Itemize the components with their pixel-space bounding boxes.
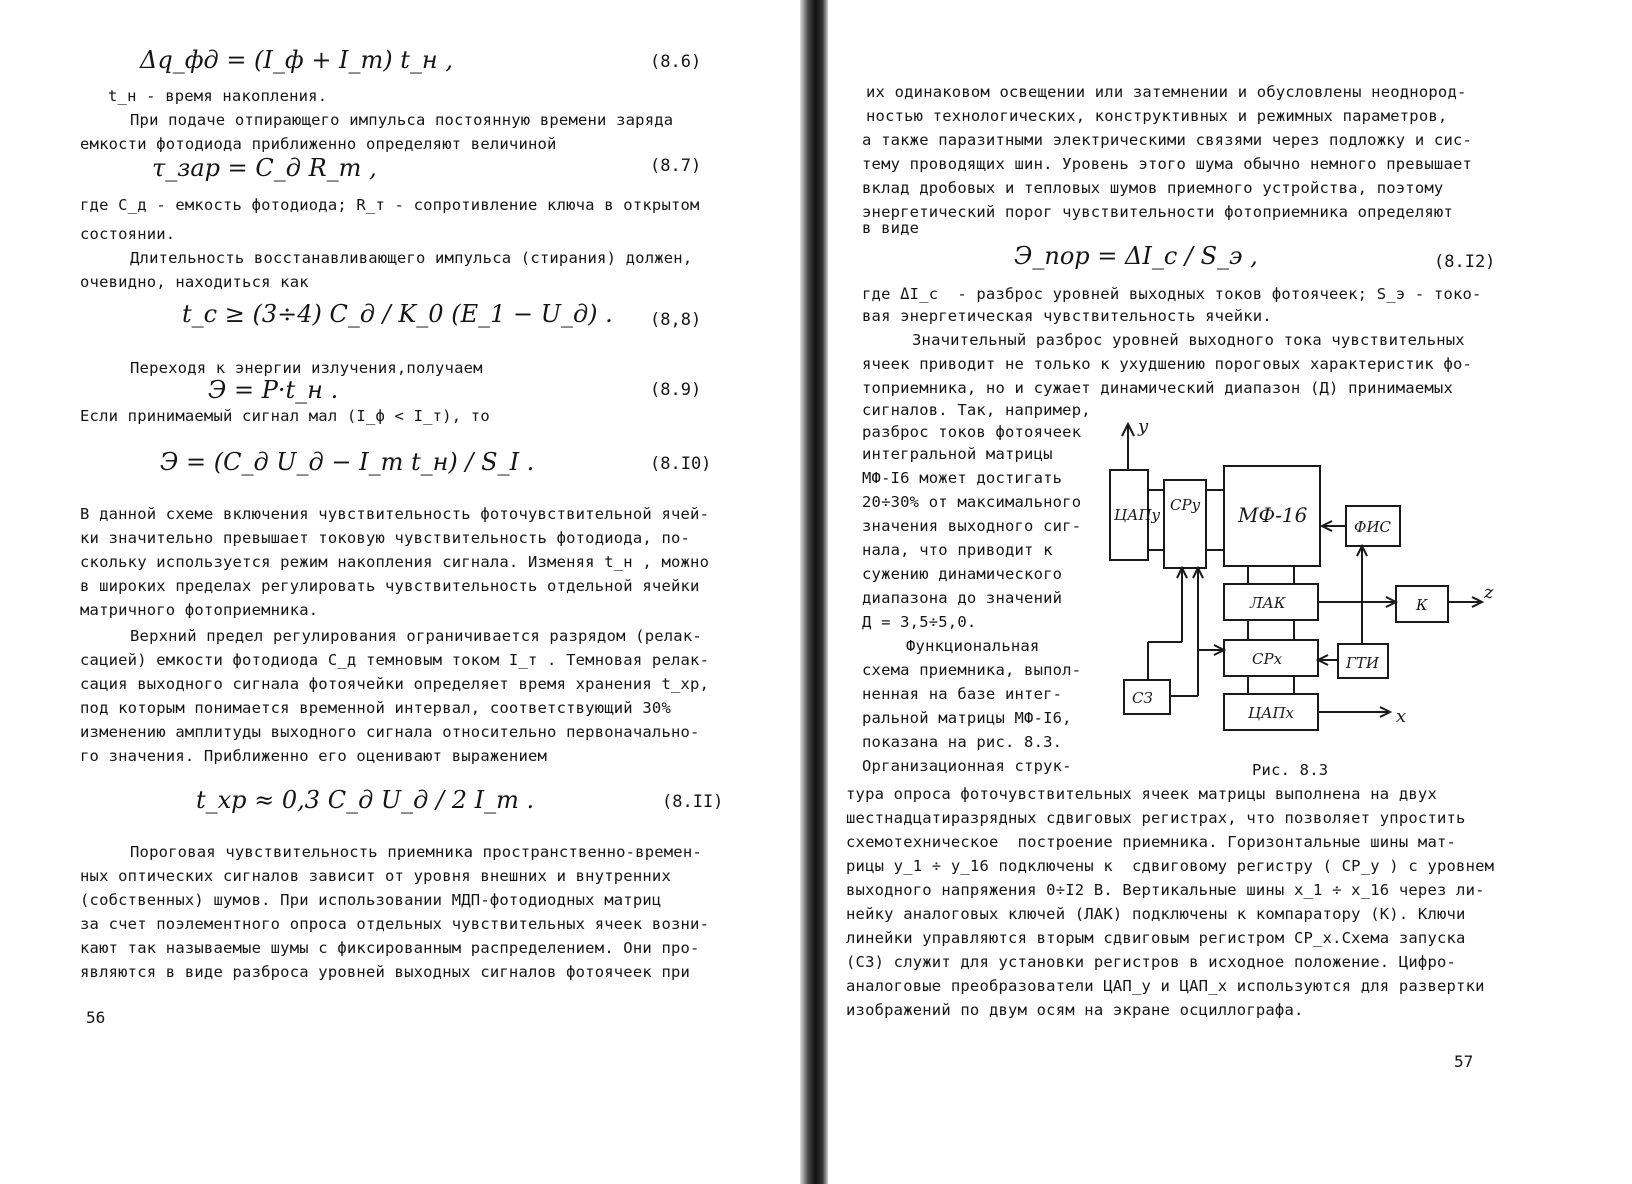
text-line: Если принимаемый сигнал мал (I_ф < I_т), то (80, 407, 490, 425)
text-line: кают так называемые шумы с фиксированным распределением. Они про- (80, 939, 700, 957)
text-line: емкости фотодиода приближенно определяют величиной (80, 135, 557, 153)
text-line: нейку аналоговых ключей (ЛАК) подключены к компаратору (К). Ключи (846, 905, 1466, 923)
page-number: 57 (1454, 1052, 1474, 1071)
text-line: Переходя к энергии излучения,получаем (130, 359, 483, 377)
text-line: шестнадцатиразрядных сдвиговых регистрах, что позволяет упростить (846, 809, 1466, 827)
text-line: топриемника, но и сужает динамический диапазон (Д) принимаемых (862, 379, 1453, 397)
formula-8-7: τ_зар = C_д R_т , (152, 154, 377, 182)
text-line: Функциональная (906, 637, 1040, 655)
text-line: ных оптических сигналов зависит от уровня внешних и внутренних (80, 867, 671, 885)
axis-label-x: x (1396, 706, 1407, 727)
block-label: ЦАПx (1248, 704, 1294, 722)
figure-8-3 (1098, 410, 1498, 750)
text-line: 20÷30% от максимального (862, 493, 1082, 511)
text-line: сужению динамического (862, 565, 1063, 583)
axis-label-z: z (1484, 582, 1494, 603)
block-label: ЦАПy (1114, 506, 1160, 524)
text-line: разброс токов фотоячеек (862, 423, 1082, 441)
right-page (828, 0, 1632, 1184)
text-line: в виде (862, 219, 920, 237)
text-line: сацией) емкости фотодиода C_д темновым током I_т . Темновая релак- (80, 651, 710, 669)
eq-number-8-6: (8.6) (650, 52, 702, 72)
text-line: ненная на базе интег- (862, 685, 1063, 703)
block-label: СЗ (1132, 689, 1153, 707)
text-line: Значительный разброс уровней выходного тока чувствительных (912, 331, 1465, 349)
text-line: сигналов. Так, например, (862, 401, 1091, 419)
block-label: ФИС (1354, 518, 1392, 536)
book-spine (800, 0, 828, 1184)
text-line: тура опроса фоточувствительных ячеек матрицы выполнена на двух (846, 785, 1437, 803)
text-line: очевидно, находиться как (80, 273, 309, 291)
text-line: в широких пределах регулировать чувствительность отдельной ячейки (80, 577, 700, 595)
text-line: изображений по двум осям на экране осциллографа. (846, 1001, 1304, 1019)
text-line: энергетический порог чувствительности фотоприемника определяют (862, 203, 1453, 221)
text-line: скольку используется режим накопления сигнала. Изменяя t_н , можно (80, 553, 710, 571)
text-line: где C_д - емкость фотодиода; R_т - сопротивление ключа в открытом (80, 196, 700, 214)
formula-8-8: t_c ≥ (3÷4) C_д / K_0 (E_1 − U_д) . (182, 300, 613, 328)
text-line: под которым понимается временной интервал, соответствующий 30% (80, 699, 671, 717)
text-line: рицы y_1 ÷ y_16 подключены к сдвиговому регистру ( CP_y ) с уровнем (846, 857, 1495, 875)
eq-number-8-10: (8.I0) (650, 454, 712, 474)
axis-label-y: y (1138, 416, 1149, 437)
text-line: изменению амплитуды выходного сигнала относительно первоначально- (80, 723, 700, 741)
block-label: CPx (1252, 650, 1283, 668)
left-page (0, 0, 800, 1184)
block-label: ЛАК (1250, 594, 1286, 612)
text-line: выходного напряжения 0÷I2 В. Вертикальные шины x_1 ÷ x_16 через ли- (846, 881, 1485, 899)
figure-caption: Рис. 8.3 (1252, 761, 1329, 779)
text-line: а также паразитными электрическими связями через подложку и сис- (862, 131, 1473, 149)
text-line: вая энергетическая чувствительность ячейки. (862, 307, 1272, 325)
eq-number-8-7: (8.7) (650, 156, 702, 176)
text-line: Длительность восстанавливающего импульса (стирания) должен, (130, 249, 693, 267)
block-label: ГТИ (1346, 654, 1380, 672)
text-line: схемотехническое построение приемника. Горизонтальные шины мат- (846, 833, 1457, 851)
text-line: состоянии. (80, 225, 176, 243)
text-line: Организационная струк- (862, 757, 1072, 775)
text-line: интегральной матрицы (862, 445, 1053, 463)
text-line: t_н - время накопления. (108, 87, 328, 105)
text-line: их одинаковом освещении или затемнении и обусловлены неоднород- (866, 83, 1467, 101)
text-line: Пороговая чувствительность приемника пространственно-времен- (130, 843, 702, 861)
text-line: являются в виде разброса уровней выходных сигналов фотоячеек при (80, 963, 691, 981)
text-line: линейки управляются вторым сдвиговым регистром CP_x.Схема запуска (846, 929, 1466, 947)
text-line: В данной схеме включения чувствительность фоточувствительной ячей- (80, 505, 710, 523)
text-line: го значения. Приближенно его оценивают выражением (80, 747, 548, 765)
block-label: МФ-16 (1238, 503, 1308, 527)
page-number: 56 (86, 1008, 106, 1027)
eq-number-8-9: (8.9) (650, 380, 702, 400)
text-line: МФ-I6 может достигать (862, 469, 1063, 487)
formula-8-10: Э = (C_д U_д − I_т t_н) / S_I . (160, 448, 535, 476)
eq-number-8-8: (8,8) (650, 310, 702, 330)
text-line: (СЗ) служит для установки регистров в исходное положение. Цифро- (846, 953, 1457, 971)
text-line: Д = 3,5÷5,0. (862, 613, 977, 631)
formula-8-9: Э = P·t_н . (208, 376, 339, 404)
text-line: Верхний предел регулирования ограничивается разрядом (релак- (130, 627, 702, 645)
text-line: показана на рис. 8.3. (862, 733, 1063, 751)
block-label: CPy (1170, 496, 1201, 514)
eq-number-8-12: (8.I2) (1434, 252, 1496, 272)
text-line: ральной матрицы МФ-I6, (862, 709, 1072, 727)
text-line: При подаче отпирающего импульса постоянную времени заряда (130, 111, 674, 129)
text-line: аналоговые преобразователи ЦАП_у и ЦАП_х используются для развертки (846, 977, 1485, 995)
text-line: тему проводящих шин. Уровень этого шума обычно немного превышает (862, 155, 1473, 173)
text-line: ностью технологических, конструктивных и режимных параметров, (866, 107, 1448, 125)
block-label: К (1416, 596, 1428, 614)
text-line: нала, что приводит к (862, 541, 1053, 559)
text-line: схема приемника, выпол- (862, 661, 1082, 679)
text-line: за счет поэлементного опроса отдельных чувствительных ячеек возни- (80, 915, 710, 933)
text-line: сация выходного сигнала фотоячейки определяет время хранения t_хр, (80, 675, 710, 693)
text-line: где ΔI_c - разброс уровней выходных токов фотоячеек; S_э - токо- (862, 285, 1482, 303)
text-line: диапазона до значений (862, 589, 1063, 607)
formula-8-6: Δq_фд = (I_ф + I_т) t_н , (140, 46, 453, 74)
text-line: ячеек приводит не только к ухудшению пороговых характеристик фо- (862, 355, 1473, 373)
eq-number-8-11: (8.II) (662, 792, 724, 812)
text-line: значения выходного сиг- (862, 517, 1082, 535)
formula-8-11: t_хр ≈ 0,3 C_д U_д / 2 I_т . (196, 786, 535, 814)
text-line: вклад дробовых и тепловых шумов приемного устройства, поэтому (862, 179, 1444, 197)
text-line: ки значительно превышает токовую чувствительность фотодиода, по- (80, 529, 691, 547)
text-line: (собственных) шумов. При использовании МДП-фотодиодных матриц (80, 891, 662, 909)
formula-8-12: Э_пор = ΔI_c / S_э , (1014, 242, 1258, 270)
text-line: матричного фотоприемника. (80, 601, 319, 619)
